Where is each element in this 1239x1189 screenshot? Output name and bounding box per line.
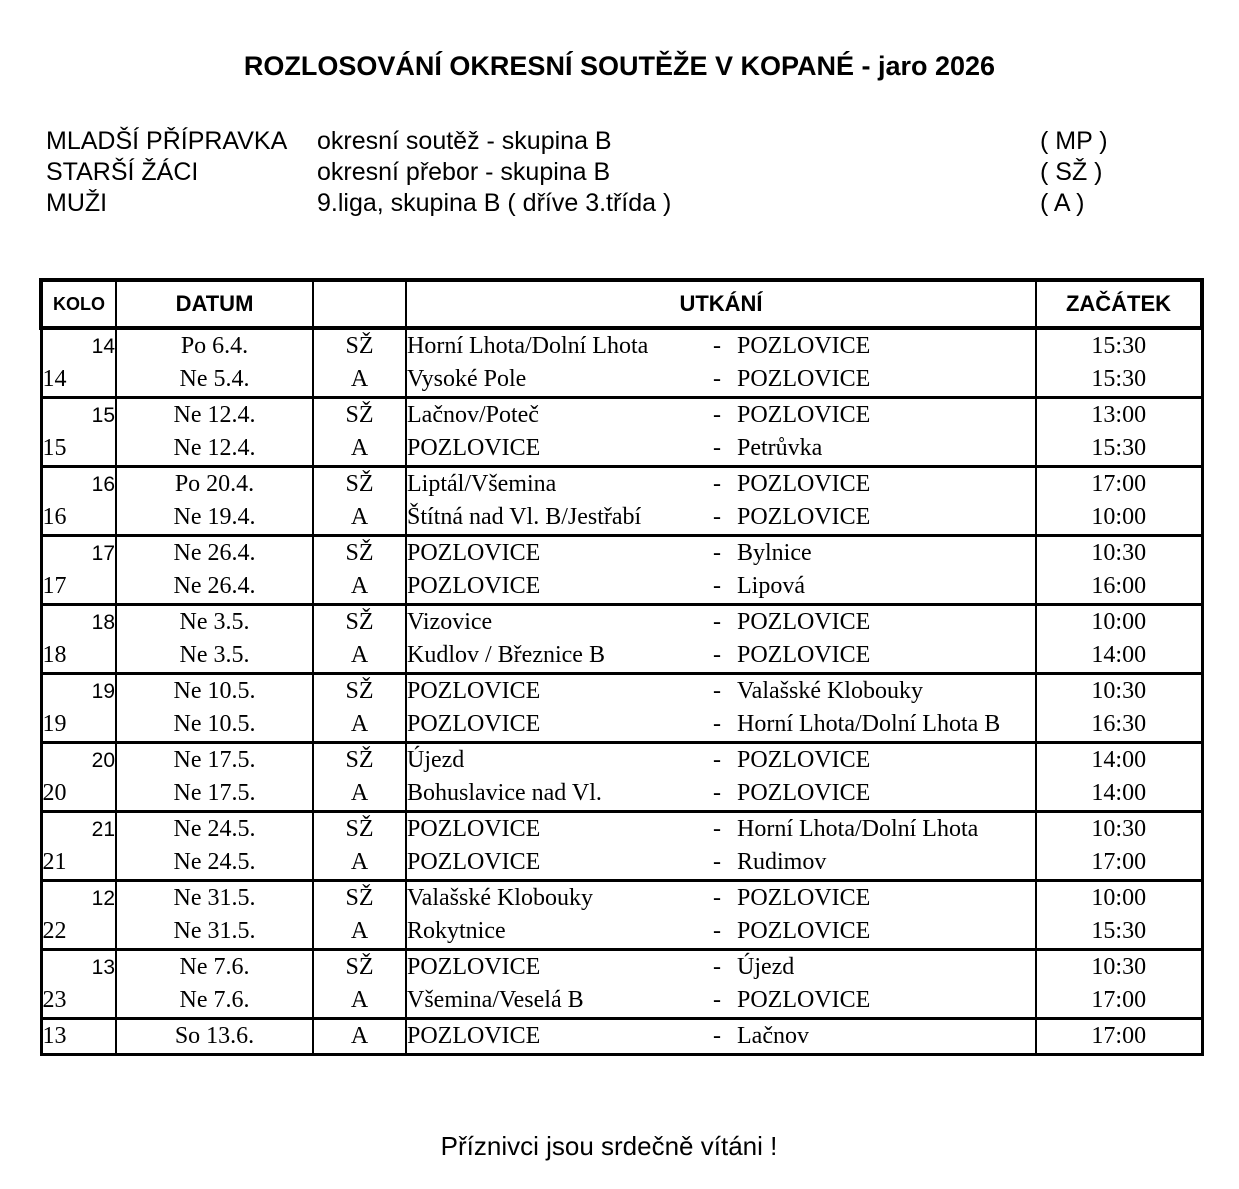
cell-kategorie: A — [313, 984, 406, 1019]
table-row — [41, 467, 1202, 502]
cell-datum: Ne 19.4. — [116, 501, 313, 536]
cell-zacatek: 17:00 — [1036, 984, 1202, 1019]
match-separator: - — [713, 747, 721, 773]
cell-zacatek: 17:00 — [1036, 1019, 1202, 1055]
away-team: POZLOVICE — [737, 609, 871, 635]
cell-kategorie: SŽ — [313, 467, 406, 502]
away-team: Horní Lhota/Dolní Lhota B — [737, 711, 1001, 737]
header-utkani: UTKÁNÍ — [406, 280, 1036, 328]
cell-utkani — [406, 605, 1036, 640]
cell-zacatek: 17:00 — [1036, 846, 1202, 881]
away-team: Petrůvka — [737, 435, 823, 461]
cell-datum: Ne 17.5. — [116, 777, 313, 812]
cell-kategorie: SŽ — [313, 674, 406, 709]
cell-kolo: 14 — [41, 363, 116, 398]
cell-kategorie: SŽ — [313, 812, 406, 847]
category-description: 9.liga, skupina B ( dříve 3.třída ) — [317, 189, 672, 217]
cell-zacatek: 10:30 — [1036, 812, 1202, 847]
cell-kolo: 18 — [41, 605, 116, 640]
away-team: POZLOVICE — [737, 885, 871, 911]
cell-utkani — [406, 570, 1036, 605]
cell-datum: Ne 3.5. — [116, 639, 313, 674]
cell-utkani — [406, 708, 1036, 743]
home-team: Kudlov / Březnice B — [407, 642, 605, 668]
cell-datum: Ne 12.4. — [116, 398, 313, 433]
cell-kolo: 21 — [41, 812, 116, 847]
header-kategorie — [313, 280, 406, 328]
cell-utkani — [406, 674, 1036, 709]
table-row — [41, 605, 1202, 640]
cell-zacatek: 14:00 — [1036, 743, 1202, 778]
cell-kolo: 16 — [41, 501, 116, 536]
away-team: POZLOVICE — [737, 504, 871, 530]
cell-utkani — [406, 501, 1036, 536]
cell-kolo: 21 — [41, 846, 116, 881]
cell-kategorie: A — [313, 363, 406, 398]
table-row — [41, 1019, 1202, 1055]
table-row — [41, 328, 1202, 363]
table-row — [41, 536, 1202, 571]
home-team: POZLOVICE — [407, 435, 541, 461]
cell-kategorie: SŽ — [313, 328, 406, 363]
match-separator: - — [713, 471, 721, 497]
match-separator: - — [713, 504, 721, 530]
category-name: STARŠÍ ŽÁCI — [46, 158, 199, 186]
match-separator: - — [713, 816, 721, 842]
header-zacatek: ZAČÁTEK — [1036, 280, 1202, 328]
home-team: POZLOVICE — [407, 711, 541, 737]
match-separator: - — [713, 402, 721, 428]
cell-datum: Ne 24.5. — [116, 812, 313, 847]
table-row — [41, 432, 1202, 467]
cell-utkani — [406, 328, 1036, 363]
match-separator: - — [713, 954, 721, 980]
cell-kategorie: SŽ — [313, 743, 406, 778]
cell-datum: Ne 3.5. — [116, 605, 313, 640]
away-team: POZLOVICE — [737, 471, 871, 497]
home-team: Horní Lhota/Dolní Lhota — [407, 333, 649, 359]
cell-kategorie: A — [313, 639, 406, 674]
category-legend — [46, 126, 1166, 219]
table-row — [41, 639, 1202, 674]
home-team: POZLOVICE — [407, 816, 541, 842]
match-separator: - — [713, 987, 721, 1013]
away-team: Rudimov — [737, 849, 827, 875]
category-row — [46, 157, 1166, 188]
home-team: Újezd — [407, 747, 465, 773]
cell-kategorie: SŽ — [313, 605, 406, 640]
match-separator: - — [713, 711, 721, 737]
cell-utkani — [406, 467, 1036, 502]
away-team: POZLOVICE — [737, 642, 871, 668]
away-team: POZLOVICE — [737, 987, 871, 1013]
home-team: POZLOVICE — [407, 954, 541, 980]
table-row — [41, 950, 1202, 985]
header-kolo: KOLO — [41, 280, 116, 328]
away-team: POZLOVICE — [737, 333, 871, 359]
cell-kategorie: SŽ — [313, 881, 406, 916]
cell-zacatek: 15:30 — [1036, 432, 1202, 467]
cell-utkani — [406, 432, 1036, 467]
cell-kategorie: A — [313, 777, 406, 812]
table-row — [41, 984, 1202, 1019]
match-separator: - — [713, 780, 721, 806]
schedule-table — [39, 278, 1204, 1056]
cell-kolo: 19 — [41, 708, 116, 743]
category-code: ( MP ) — [1040, 127, 1108, 155]
footer-note: Příznivci jsou srdečně vítáni ! — [440, 1131, 778, 1161]
cell-kategorie: A — [313, 432, 406, 467]
cell-kolo: 18 — [41, 639, 116, 674]
cell-datum: Ne 24.5. — [116, 846, 313, 881]
category-code: ( SŽ ) — [1040, 158, 1103, 186]
table-row — [41, 674, 1202, 709]
table-header-row — [41, 280, 1202, 328]
cell-datum: Ne 7.6. — [116, 984, 313, 1019]
cell-utkani — [406, 639, 1036, 674]
home-team: Vizovice — [407, 609, 493, 635]
cell-datum: Po 6.4. — [116, 328, 313, 363]
cell-kolo: 19 — [41, 674, 116, 709]
cell-zacatek: 13:00 — [1036, 398, 1202, 433]
away-team: POZLOVICE — [737, 918, 871, 944]
away-team: Lipová — [737, 573, 805, 599]
home-team: Bohuslavice nad Vl. — [407, 780, 602, 806]
cell-kolo: 20 — [41, 743, 116, 778]
away-team: Újezd — [737, 954, 795, 980]
table-row — [41, 570, 1202, 605]
cell-utkani — [406, 881, 1036, 916]
cell-kolo: 13 — [41, 1019, 116, 1055]
table-row — [41, 363, 1202, 398]
category-description: okresní soutěž - skupina B — [317, 127, 612, 155]
cell-kolo: 17 — [41, 570, 116, 605]
away-team: Lačnov — [737, 1023, 809, 1049]
category-name: MUŽI — [46, 189, 108, 217]
home-team: Valašské Klobouky — [407, 885, 593, 911]
cell-utkani — [406, 1019, 1036, 1055]
page-title: ROZLOSOVÁNÍ OKRESNÍ SOUTĚŽE V KOPANÉ - jaro 2026 — [243, 51, 996, 81]
match-separator: - — [713, 885, 721, 911]
category-row — [46, 126, 1166, 157]
match-separator: - — [713, 918, 721, 944]
cell-zacatek: 16:00 — [1036, 570, 1202, 605]
match-separator: - — [713, 1023, 721, 1049]
home-team: Lačnov/Poteč — [407, 402, 539, 428]
cell-kolo: 15 — [41, 398, 116, 433]
cell-kolo: 17 — [41, 536, 116, 571]
cell-utkani — [406, 363, 1036, 398]
match-separator: - — [713, 366, 721, 392]
cell-zacatek: 10:30 — [1036, 536, 1202, 571]
cell-kategorie: A — [313, 846, 406, 881]
away-team: Valašské Klobouky — [737, 678, 923, 704]
cell-zacatek: 10:00 — [1036, 501, 1202, 536]
home-team: POZLOVICE — [407, 678, 541, 704]
cell-utkani — [406, 398, 1036, 433]
cell-zacatek: 14:00 — [1036, 777, 1202, 812]
cell-datum: Po 20.4. — [116, 467, 313, 502]
cell-zacatek: 17:00 — [1036, 467, 1202, 502]
cell-utkani — [406, 536, 1036, 571]
away-team: POZLOVICE — [737, 402, 871, 428]
cell-zacatek: 15:30 — [1036, 363, 1202, 398]
away-team: POZLOVICE — [737, 747, 871, 773]
away-team: Bylnice — [737, 540, 812, 566]
cell-zacatek: 15:30 — [1036, 915, 1202, 950]
cell-kategorie: A — [313, 1019, 406, 1055]
home-team: Rokytnice — [407, 918, 506, 944]
table-row — [41, 881, 1202, 916]
cell-datum: Ne 31.5. — [116, 881, 313, 916]
home-team: Štítná nad Vl. B/Jestřabí — [407, 504, 642, 530]
cell-datum: Ne 5.4. — [116, 363, 313, 398]
cell-kategorie: A — [313, 501, 406, 536]
cell-kolo: 23 — [41, 984, 116, 1019]
cell-utkani — [406, 846, 1036, 881]
home-team: POZLOVICE — [407, 849, 541, 875]
match-separator: - — [713, 849, 721, 875]
cell-utkani — [406, 950, 1036, 985]
cell-kolo: 13 — [41, 950, 116, 985]
cell-kategorie: SŽ — [313, 398, 406, 433]
cell-kategorie: SŽ — [313, 950, 406, 985]
cell-datum: Ne 10.5. — [116, 708, 313, 743]
cell-kolo: 14 — [41, 328, 116, 363]
cell-datum: Ne 10.5. — [116, 674, 313, 709]
match-separator: - — [713, 540, 721, 566]
cell-datum: Ne 12.4. — [116, 432, 313, 467]
table-row — [41, 777, 1202, 812]
cell-zacatek: 10:30 — [1036, 950, 1202, 985]
table-row — [41, 708, 1202, 743]
table-row — [41, 398, 1202, 433]
cell-datum: Ne 31.5. — [116, 915, 313, 950]
cell-kolo: 15 — [41, 432, 116, 467]
table-row — [41, 743, 1202, 778]
home-team: Vysoké Pole — [407, 366, 527, 392]
home-team: Liptál/Všemina — [407, 471, 557, 497]
away-team: Horní Lhota/Dolní Lhota — [737, 816, 979, 842]
table-row — [41, 812, 1202, 847]
match-separator: - — [713, 642, 721, 668]
match-separator: - — [713, 573, 721, 599]
table-row — [41, 501, 1202, 536]
cell-datum: Ne 26.4. — [116, 536, 313, 571]
table-row — [41, 846, 1202, 881]
schedule-body — [41, 328, 1202, 1055]
cell-kolo: 20 — [41, 777, 116, 812]
cell-zacatek: 10:30 — [1036, 674, 1202, 709]
cell-zacatek: 10:00 — [1036, 605, 1202, 640]
cell-datum: So 13.6. — [116, 1019, 313, 1055]
cell-kategorie: SŽ — [313, 536, 406, 571]
cell-datum: Ne 7.6. — [116, 950, 313, 985]
cell-zacatek: 15:30 — [1036, 328, 1202, 363]
category-code: ( A ) — [1040, 189, 1085, 217]
match-separator: - — [713, 333, 721, 359]
away-team: POZLOVICE — [737, 780, 871, 806]
cell-kolo: 12 — [41, 881, 116, 916]
cell-utkani — [406, 984, 1036, 1019]
home-team: POZLOVICE — [407, 1023, 541, 1049]
cell-kategorie: A — [313, 915, 406, 950]
category-name: MLADŠÍ PŘÍPRAVKA — [46, 127, 288, 155]
cell-utkani — [406, 777, 1036, 812]
cell-utkani — [406, 812, 1036, 847]
match-separator: - — [713, 435, 721, 461]
cell-zacatek: 16:30 — [1036, 708, 1202, 743]
cell-zacatek: 14:00 — [1036, 639, 1202, 674]
table-row — [41, 915, 1202, 950]
cell-datum: Ne 26.4. — [116, 570, 313, 605]
cell-kategorie: A — [313, 570, 406, 605]
cell-kategorie: A — [313, 708, 406, 743]
cell-utkani — [406, 743, 1036, 778]
home-team: POZLOVICE — [407, 540, 541, 566]
home-team: POZLOVICE — [407, 573, 541, 599]
cell-datum: Ne 17.5. — [116, 743, 313, 778]
match-separator: - — [713, 609, 721, 635]
category-description: okresní přebor - skupina B — [317, 158, 611, 186]
cell-zacatek: 10:00 — [1036, 881, 1202, 916]
category-row — [46, 188, 1166, 219]
away-team: POZLOVICE — [737, 366, 871, 392]
cell-kolo: 22 — [41, 915, 116, 950]
header-datum: DATUM — [116, 280, 313, 328]
cell-kolo: 16 — [41, 467, 116, 502]
match-separator: - — [713, 678, 721, 704]
home-team: Všemina/Veselá B — [407, 987, 584, 1013]
cell-utkani — [406, 915, 1036, 950]
